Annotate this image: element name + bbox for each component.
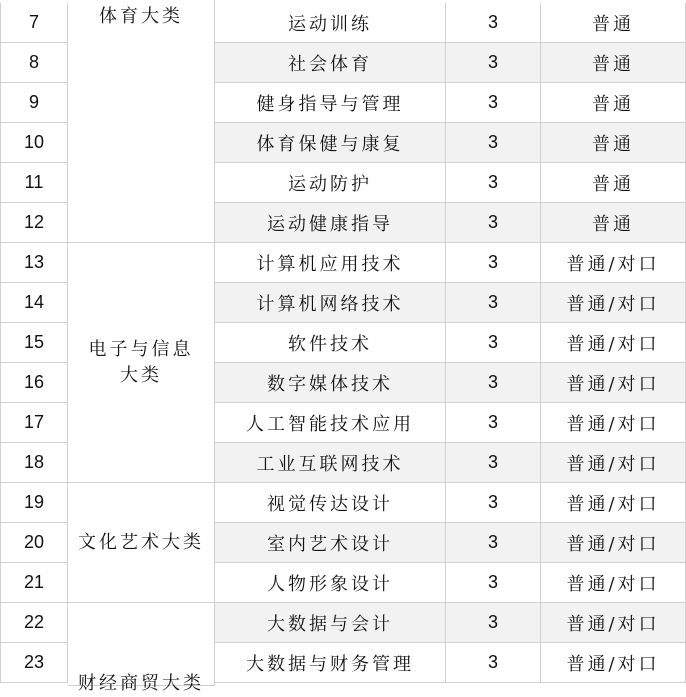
study-years: 3 — [446, 483, 541, 523]
row-number: 15 — [0, 323, 68, 363]
study-years: 3 — [446, 123, 541, 163]
major-name: 视觉传达设计 — [215, 483, 446, 523]
major-name: 工业互联网技术 — [215, 443, 446, 483]
study-years: 3 — [446, 203, 541, 243]
row-number: 14 — [0, 283, 68, 323]
study-years: 3 — [446, 643, 541, 683]
row-number: 19 — [0, 483, 68, 523]
row-number: 16 — [0, 363, 68, 403]
major-name: 大数据与会计 — [215, 603, 446, 643]
major-name: 健身指导与管理 — [215, 83, 446, 123]
enrollment-type: 普通/对口 — [541, 443, 686, 483]
major-name: 计算机应用技术 — [215, 243, 446, 283]
study-years: 3 — [446, 403, 541, 443]
enrollment-type: 普通/对口 — [541, 363, 686, 403]
major-name: 大数据与财务管理 — [215, 643, 446, 683]
study-years: 3 — [446, 603, 541, 643]
enrollment-type: 普通/对口 — [541, 283, 686, 323]
major-name: 人工智能技术应用 — [215, 403, 446, 443]
enrollment-type: 普通 — [541, 163, 686, 203]
row-number: 22 — [0, 603, 68, 643]
enrollment-type: 普通/对口 — [541, 323, 686, 363]
major-name: 数字媒体技术 — [215, 363, 446, 403]
category-cell: 电子与信息 大类 — [68, 243, 215, 483]
row-number: 17 — [0, 403, 68, 443]
row-number: 20 — [0, 523, 68, 563]
study-years: 3 — [446, 283, 541, 323]
enrollment-type: 普通/对口 — [541, 483, 686, 523]
major-name: 社会体育 — [215, 43, 446, 83]
study-years: 3 — [446, 83, 541, 123]
study-years: 3 — [446, 163, 541, 203]
enrollment-type: 普通/对口 — [541, 403, 686, 443]
major-name: 软件技术 — [215, 323, 446, 363]
major-name: 人物形象设计 — [215, 563, 446, 603]
study-years: 3 — [446, 3, 541, 43]
row-number: 12 — [0, 203, 68, 243]
study-years: 3 — [446, 523, 541, 563]
enrollment-type: 普通 — [541, 123, 686, 163]
enrollment-type: 普通/对口 — [541, 243, 686, 283]
category-cell: 财经商贸大类 — [68, 603, 215, 686]
row-number: 23 — [0, 643, 68, 683]
row-number: 13 — [0, 243, 68, 283]
row-number: 7 — [0, 3, 68, 43]
major-name: 室内艺术设计 — [215, 523, 446, 563]
enrollment-type: 普通/对口 — [541, 563, 686, 603]
major-name: 运动健康指导 — [215, 203, 446, 243]
major-name: 计算机网络技术 — [215, 283, 446, 323]
row-number: 11 — [0, 163, 68, 203]
study-years: 3 — [446, 363, 541, 403]
enrollment-type: 普通/对口 — [541, 523, 686, 563]
enrollment-type: 普通/对口 — [541, 603, 686, 643]
major-name: 运动防护 — [215, 163, 446, 203]
row-number: 21 — [0, 563, 68, 603]
enrollment-type: 普通 — [541, 43, 686, 83]
study-years: 3 — [446, 43, 541, 83]
enrollment-type: 普通/对口 — [541, 643, 686, 683]
row-number: 18 — [0, 443, 68, 483]
category-cell: 文化艺术大类 — [68, 483, 215, 603]
row-number: 9 — [0, 83, 68, 123]
enrollment-type: 普通 — [541, 3, 686, 43]
study-years: 3 — [446, 563, 541, 603]
enrollment-type: 普通 — [541, 203, 686, 243]
study-years: 3 — [446, 443, 541, 483]
major-name: 运动训练 — [215, 3, 446, 43]
study-years: 3 — [446, 323, 541, 363]
row-number: 8 — [0, 43, 68, 83]
enrollment-type: 普通 — [541, 83, 686, 123]
category-cell: 体育大类 — [68, 0, 215, 243]
major-name: 体育保健与康复 — [215, 123, 446, 163]
study-years: 3 — [446, 243, 541, 283]
row-number: 10 — [0, 123, 68, 163]
